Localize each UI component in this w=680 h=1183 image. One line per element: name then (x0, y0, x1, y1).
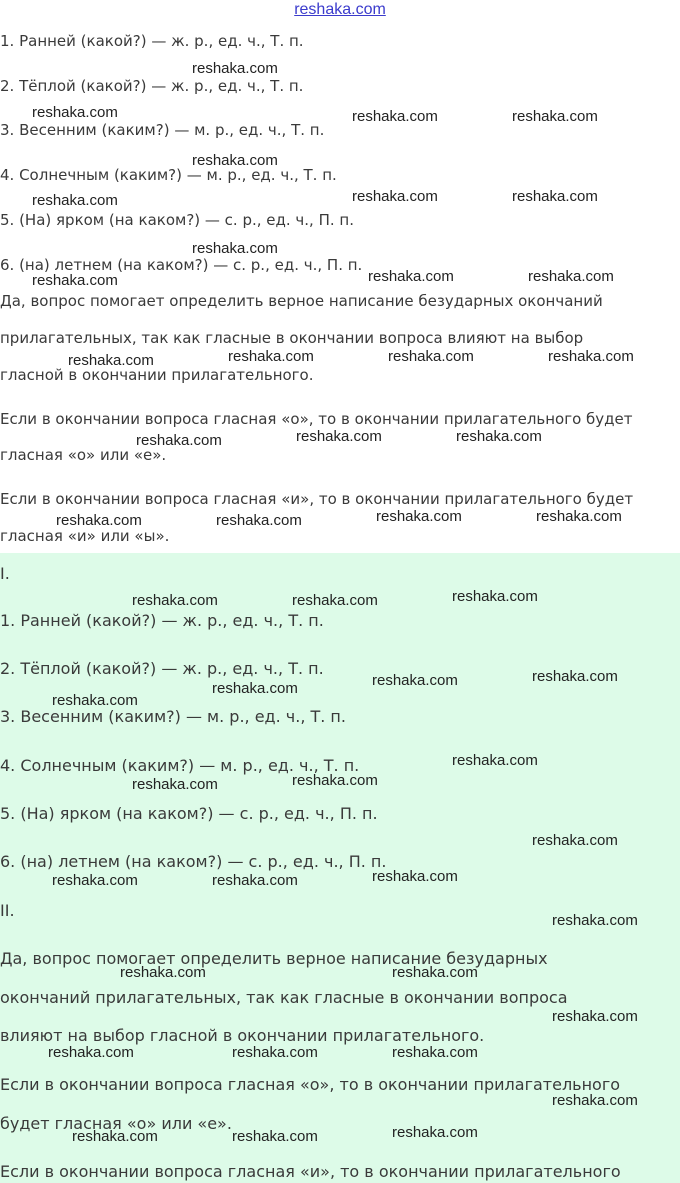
watermark: reshaka.com (352, 108, 438, 125)
watermark: reshaka.com (72, 1128, 158, 1145)
watermark: reshaka.com (216, 512, 302, 529)
explanation-line: гласная «и» или «ы». (0, 527, 170, 545)
watermark: reshaka.com (512, 108, 598, 125)
watermark: reshaka.com (376, 508, 462, 525)
watermark: reshaka.com (388, 348, 474, 365)
explanation-line: Если в окончании вопроса гласная «и», то в окончании прилагательного будет (0, 490, 634, 508)
watermark: reshaka.com (296, 428, 382, 445)
watermark: reshaka.com (392, 1044, 478, 1061)
list-item: 4. Солнечным (каким?) — м. р., ед. ч., Т. п. (0, 756, 360, 775)
explanation-line: гласная «о» или «е». (0, 446, 167, 464)
watermark: reshaka.com (136, 432, 222, 449)
section-heading: I. (0, 564, 10, 583)
explanation-line: окончаний прилагательных, так как гласные в окончании вопроса (0, 988, 568, 1007)
explanation-line: прилагательных, так как гласные в окончании вопроса влияют на выбор (0, 329, 584, 347)
watermark: reshaka.com (552, 1008, 638, 1025)
list-item: 2. Тёплой (какой?) — ж. р., ед. ч., Т. п. (0, 77, 304, 95)
watermark: reshaka.com (232, 1044, 318, 1061)
section-heading: II. (0, 901, 15, 920)
watermark: reshaka.com (212, 872, 298, 889)
watermark: reshaka.com (120, 964, 206, 981)
watermark: reshaka.com (536, 508, 622, 525)
watermark: reshaka.com (132, 776, 218, 793)
watermark: reshaka.com (52, 872, 138, 889)
list-item: 1. Ранней (какой?) — ж. р., ед. ч., Т. п. (0, 32, 304, 50)
list-item: 5. (На) ярком (на каком?) — с. р., ед. ч., П. п. (0, 211, 354, 229)
watermark: reshaka.com (552, 1092, 638, 1109)
explanation-line: Если в окончании вопроса гласная «о», то в окончании прилагательного будет (0, 410, 633, 428)
watermark: reshaka.com (392, 964, 478, 981)
watermark: reshaka.com (456, 428, 542, 445)
watermark: reshaka.com (68, 352, 154, 369)
explanation-line: влияют на выбор гласной в окончании прилагательного. (0, 1026, 485, 1045)
watermark: reshaka.com (292, 772, 378, 789)
explanation-line: будет гласная «о» или «е». (0, 1114, 232, 1133)
watermark: reshaka.com (532, 832, 618, 849)
watermark: reshaka.com (228, 348, 314, 365)
list-item: 3. Весенним (каким?) — м. р., ед. ч., Т. п. (0, 121, 325, 139)
watermark: reshaka.com (56, 512, 142, 529)
list-item: 3. Весенним (каким?) — м. р., ед. ч., Т. п. (0, 707, 346, 726)
watermark: reshaka.com (512, 188, 598, 205)
explanation-line: гласной в окончании прилагательного. (0, 366, 314, 384)
watermark: reshaka.com (452, 752, 538, 769)
watermark: reshaka.com (132, 592, 218, 609)
watermark: reshaka.com (232, 1128, 318, 1145)
list-item: 6. (на) летнем (на каком?) — с. р., ед. ч., П. п. (0, 852, 387, 871)
watermark: reshaka.com (192, 240, 278, 257)
list-item: 1. Ранней (какой?) — ж. р., ед. ч., Т. п. (0, 611, 324, 630)
watermark: reshaka.com (48, 1044, 134, 1061)
watermark: reshaka.com (372, 672, 458, 689)
list-item: 2. Тёплой (какой?) — ж. р., ед. ч., Т. п. (0, 659, 324, 678)
explanation-line: Да, вопрос помогает определить верное написание безударных окончаний (0, 292, 603, 310)
watermark: reshaka.com (548, 348, 634, 365)
list-item: 4. Солнечным (каким?) — м. р., ед. ч., Т. п. (0, 166, 337, 184)
watermark: reshaka.com (192, 60, 278, 77)
watermark: reshaka.com (32, 192, 118, 209)
explanation-line: Если в окончании вопроса гласная «о», то в окончании прилагательного (0, 1075, 621, 1094)
watermark: reshaka.com (392, 1124, 478, 1141)
watermark: reshaka.com (368, 268, 454, 285)
watermark: reshaka.com (292, 592, 378, 609)
watermark: reshaka.com (528, 268, 614, 285)
watermark: reshaka.com (552, 912, 638, 929)
watermark: reshaka.com (52, 692, 138, 709)
watermark: reshaka.com (532, 668, 618, 685)
watermark: reshaka.com (212, 680, 298, 697)
watermark: reshaka.com (192, 152, 278, 169)
list-item: 5. (На) ярком (на каком?) — с. р., ед. ч., П. п. (0, 804, 378, 823)
explanation-line: Да, вопрос помогает определить верное написание безударных (0, 949, 548, 968)
site-header-link[interactable]: reshaka.com (294, 1, 386, 18)
answer-section-2 (0, 553, 680, 1183)
watermark: reshaka.com (372, 868, 458, 885)
watermark: reshaka.com (32, 104, 118, 121)
watermark: reshaka.com (352, 188, 438, 205)
watermark: reshaka.com (32, 272, 118, 289)
list-item: 6. (на) летнем (на каком?) — с. р., ед. ч., П. п. (0, 256, 363, 274)
watermark: reshaka.com (452, 588, 538, 605)
explanation-line: Если в окончании вопроса гласная «и», то в окончании прилагательного (0, 1162, 621, 1181)
